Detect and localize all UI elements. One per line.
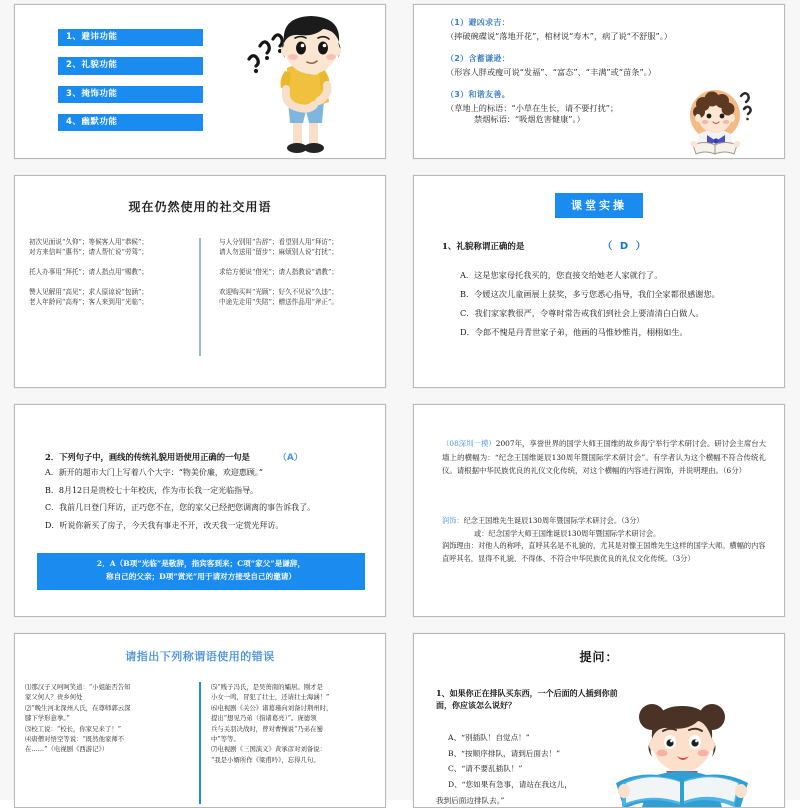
error-line: “我是小婿所作《梁甫吟》，忘得几句。 [211,755,320,764]
exam-source-tag: （08深圳一模） [442,439,496,448]
option-d[interactable]: D．令郎不愧是丹青世家子弟，他画的马惟妙惟肖，栩栩如生。 [460,327,688,338]
error-line: ⑴那汉子又呵呵笑道：“小姐能否告知 [25,683,131,691]
slide-5-question-2[interactable] [14,404,386,617]
error-line: 中”等等。 [211,734,240,743]
error-line: ⑷唐僧对悟空等说：“既然他家师不 [25,734,125,743]
euphemism-text-1: （摔破碗碟说“落地开花”，棺材说“寿木”，病了说“不舒服”。） [446,31,673,41]
euphemism-label-3: （3）和谐友善。 [446,90,510,100]
phrase-line: 托人办事用“拜托”；请人指点用“赐教”； [29,267,148,276]
phrase-line: 老人年龄问“高寿”；客人来到用“光临”； [29,297,148,306]
error-line: ⑶校工说：“校长，你家兄来了！” [25,724,122,733]
choice-d-continued: 我到后面边排队去。” [436,795,505,805]
slide-8-title: 提问： [579,650,619,664]
question-row [442,237,764,252]
function-bar-4[interactable]: 4、幽默功能 [58,114,203,131]
error-line: 在……”（电视剧《西游记》） [25,745,109,754]
reason-label: 润饰理由： [442,541,478,551]
phrase-line: 请人勿送用“留步”；麻烦别人说“打扰”； [219,247,338,256]
exam-answer-block [442,515,770,565]
slide-2-euphemism-types[interactable] [413,4,785,159]
option-a[interactable]: A．新开的超市大门上写着八个大字：“物美价廉，欢迎惠顾。” [45,468,263,477]
choice-d[interactable]: D、“您如果有急事，请站在我这儿， [448,780,572,790]
error-line: 小女一鸣，冒犯了壮士，还请壮士海涵！” [211,693,330,702]
option-d[interactable]: D．听说你新买了房子，今天我有事走不开，改天我一定赏光拜访。 [45,521,284,531]
error-line: 提出“想见乃弟（指诸葛亮）”。庞德领 [211,714,317,723]
euphemism-text-2: （形容人胖或瘦可说“发福”、“富态”、“丰满”或“苗条”。） [446,67,656,78]
question-text: 2．下列句子中，画线的传统礼貌用语使用正确的一句是 [45,452,250,462]
phrase-group [29,268,181,278]
classroom-practice-chip[interactable]: 课堂实操 [555,193,643,218]
answer-line [442,515,770,528]
boy-with-book-icon [681,87,757,155]
error-line: 膝下学形意拳。” [25,714,70,723]
option-b[interactable]: B．8月12日是贵校七十年校庆，作为市长我一定光临指导。 [45,485,259,495]
error-columns [15,682,385,807]
euphemism-text-3-line2: 禁烟标语：“吸烟危害健康”。） [474,114,585,125]
phrase-line: 对方来信叫“惠书”；请人帮忙说“劳驾”； [29,247,148,256]
slide-4-classroom-practice[interactable] [413,175,785,388]
question-row [45,450,369,463]
phrase-group [219,238,371,258]
answer-badge: （ D ） [602,241,648,252]
answer-alternative: 或：纪念国学大师王国维诞辰130周年暨国际学术研讨会。 [474,528,661,538]
slide-7-address-term-errors[interactable] [14,633,386,808]
slide-1-functions[interactable] [14,4,386,159]
question-text: 1、如果你正在排队买东西，一个后面的人插到你前面，你应该怎么说好？ [436,688,618,710]
explanation-line-1: 2．A（B项“光临”是敬辞，指宾客到来；C项“家父”是谦辞， [96,559,306,568]
error-column-right [201,682,385,807]
phrase-group [29,238,181,258]
function-bar-3[interactable]: 3、掩饰功能 [58,86,203,103]
answer-badge: （A） [277,453,303,463]
slide-7-title: 请指出下列称谓语使用的错误 [125,650,275,663]
phrase-group [219,288,371,308]
option-c[interactable]: C．我前几日登门拜访，正巧您不在，您的家父已经把您调离的事告诉我了。 [45,503,316,513]
choice-b[interactable]: B、“按顺序排队，请到后面去！” [448,748,561,758]
option-list [460,271,768,347]
thinking-boy-icon [243,13,355,158]
slide-8-ask-question[interactable] [413,633,785,808]
option-a[interactable]: A．这是您家母托我买的，您直接交给她老人家就行了。 [460,270,663,280]
exam-paragraph-text: 2007年，享誉世界的国学大师王国维的故乡海宁举行学术研讨会。研讨会主席台大墙上的横幅为：“纪念王国维诞辰130周年暨国际学术研讨会”。有学者认为这个横幅不符合传统礼仪。请根据中华民族优良的礼仪文化传统，对这个横幅的内容进行润饰，并说明理由。（6分） [442,439,767,476]
column-divider [199,238,201,356]
slide-3-social-phrases[interactable] [14,175,386,388]
euphemism-text-3-line1: （草地上的标语：“小草在生长，请不要打扰”； [446,103,619,114]
exam-paragraph [442,437,766,478]
explanation-line-2: 称自己的父亲；D项“赏光”用于请对方接受自己的邀请） [106,571,296,581]
slide-6-exam-question[interactable] [413,404,785,617]
option-list [45,468,373,539]
phrase-line: 与人分别用“告辞”；看望别人用“拜访”； [219,238,338,246]
phrase-line: 初次见面说“久仰”；等候客人用“恭候”； [29,238,148,246]
answer-text: 纪念王国维先生诞辰130周年暨国际学术研讨会。（3分） [463,516,644,525]
option-c[interactable]: C．我们家家教很严，令尊时常告戒我们到社会上要清清白白做人。 [460,308,704,319]
phrase-line: 求给方便说“借光”；请人指教说“请教”； [219,267,338,276]
function-bar-1[interactable]: 1、避讳功能 [58,29,203,46]
explanation-box [37,553,365,590]
slide-3-title: 现在仍然使用的社交用语 [128,200,272,214]
girl-reading-book-icon [608,695,778,807]
function-bar-2[interactable]: 2、礼貌功能 [58,57,203,74]
phrase-column-right [205,238,385,356]
error-line: ⑵“晚生河北深州人氏，在尊师郭云深 [25,703,131,712]
euphemism-label-2: （2）含蓄谦逊： [446,54,510,64]
question-text: 1、礼貌称谓正确的是 [442,242,525,252]
phrase-group [219,268,371,278]
function-bar-list [58,29,203,142]
error-line: 兵与关羽决战时，曾对曹操说“乃弟在蜀 [211,724,323,733]
phrase-column-left [15,238,195,356]
error-column-left [15,682,199,807]
reason-text: 对他人的称呼，直呼其名是不礼貌的，尤其是对像王国维先生这样的国学大师。横幅的内容直呼其名，显得不礼貌、不得体、不符合中华民族优良的礼仪文化传统。（3分） [442,541,766,563]
phrase-line: 赞人见解用“高见”；求人原谅说“包涵”； [29,287,148,296]
phrase-group [29,288,181,308]
choice-a[interactable]: A、“别插队！自觉点！” [448,733,530,742]
reason-line [442,540,770,565]
answer-label: 润饰： [442,516,464,525]
option-b[interactable]: B．令媛这次儿童画展上获奖，多亏您悉心指导，我们全家都很感谢您。 [460,289,720,300]
error-line: 家父何人？贵乡何处 [25,693,83,702]
error-line: ⑺电视剧《三国演义》黄承彦对刘备说： [211,745,327,754]
error-line: ⑸“贱子冯氏，是吴蒉南的孀居。刚才是 [211,683,323,691]
choice-c[interactable]: C、“请不要乱插队！” [448,764,523,774]
phrase-line: 中途先走用“失陪”；赠送作品用“斧正”。 [219,297,338,306]
error-line: ⑹电视剧《关公》诸葛瑾向刘备讨荆州时， [211,703,333,712]
phrase-columns [15,238,385,356]
euphemism-label-1: （1）避凶求吉： [446,18,510,27]
phrase-line: 欢迎购买叫“光顾”；好久不见说“久违”； [219,287,338,296]
